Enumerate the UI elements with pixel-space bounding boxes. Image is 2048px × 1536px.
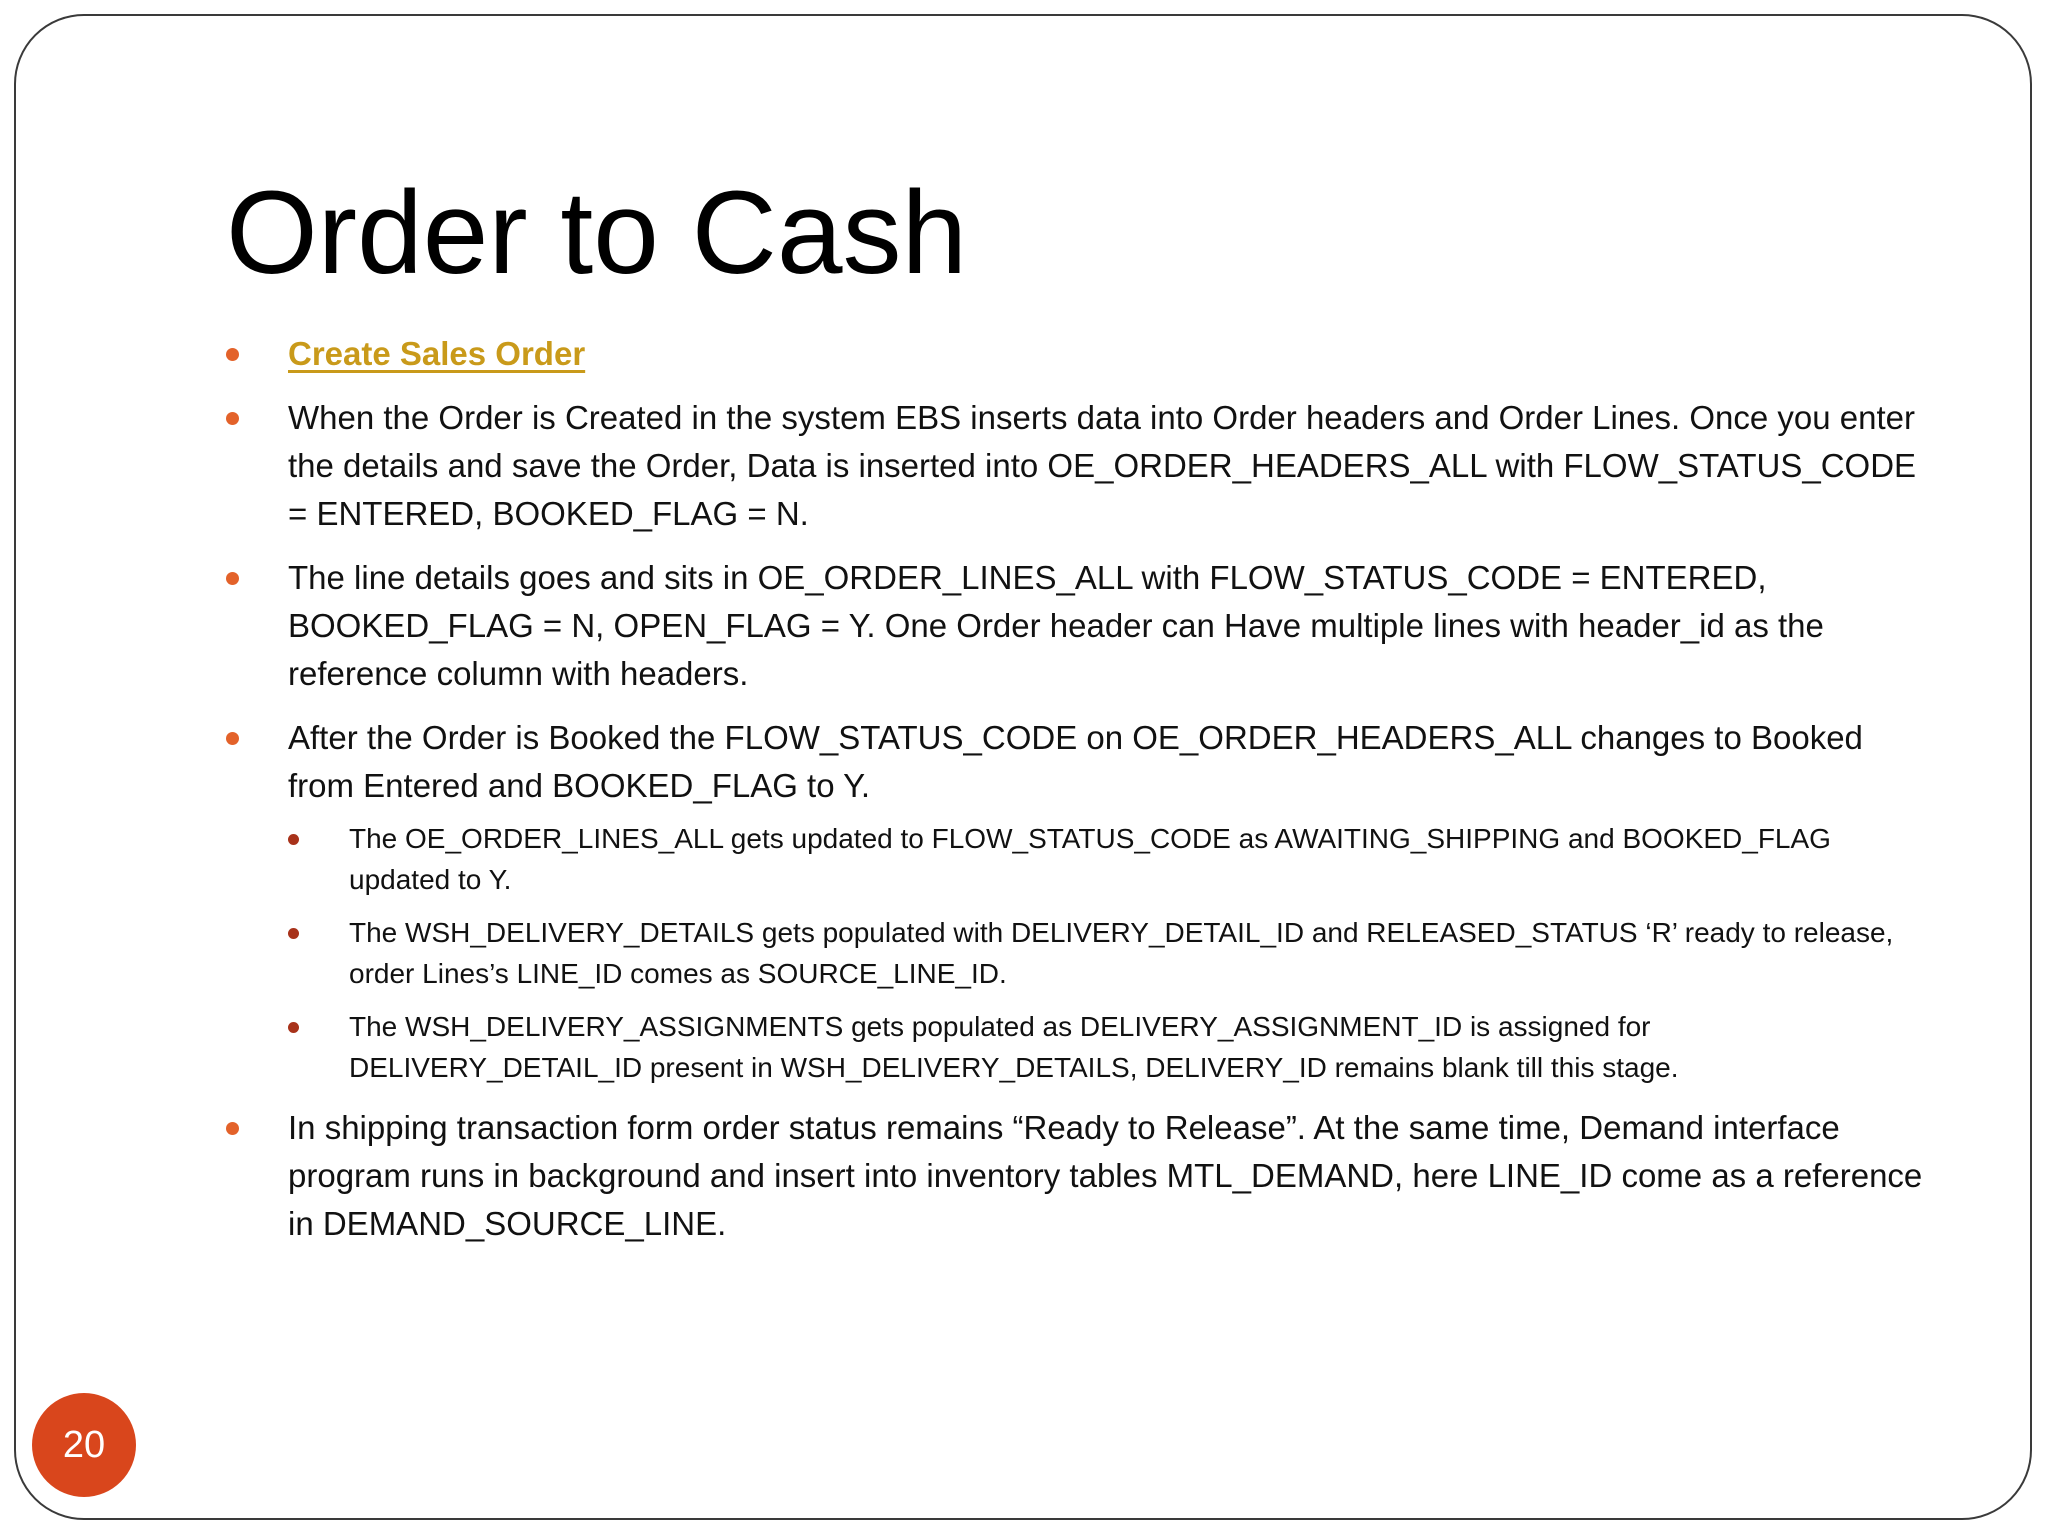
sub-bullet-dot-icon [288, 834, 299, 845]
slide-title: Order to Cash [226, 167, 968, 299]
sub-bullet-dot-icon [288, 928, 299, 939]
bullet-order-booked [226, 714, 1936, 1088]
bullet-order-created [226, 394, 1936, 538]
bullet-dot-icon [226, 572, 239, 585]
sub-bullet-list [288, 818, 1936, 1088]
sub-bullet-text: The WSH_DELIVERY_DETAILS gets populated with DELIVERY_DETAIL_ID and RELEASED_STATUS ‘R’ ready to release, order Lines’s LINE_ID comes as SOURCE_LINE_ID. [349, 917, 1894, 989]
sub-bullet-text: The WSH_DELIVERY_ASSIGNMENTS gets populated as DELIVERY_ASSIGNMENT_ID is assigned for DELIVERY_DETAIL_ID present in WSH_DELIVERY_DETAILS, DELIVERY_ID remains blank till this stage. [349, 1011, 1679, 1083]
bullet-dot-icon [226, 348, 239, 361]
bullet-create-sales-order [226, 330, 1936, 378]
bullet-shipping-transaction [226, 1104, 1936, 1248]
create-sales-order-link[interactable]: Create Sales Order [288, 335, 586, 372]
bullet-line-details [226, 554, 1936, 698]
sub-bullet-text: The OE_ORDER_LINES_ALL gets updated to FLOW_STATUS_CODE as AWAITING_SHIPPING and BOOKED_FLAG updated to Y. [349, 823, 1831, 895]
bullet-text: When the Order is Created in the system EBS inserts data into Order headers and Order Lines. Once you enter the details and save the Order, Data is inserted into OE_ORDER_HEADERS_ALL with FLOW_STATUS_CODE = ENTERED, BOOKED_FLAG = N. [288, 399, 1917, 532]
bullet-list [226, 330, 1936, 1248]
sub-bullet-dot-icon [288, 1022, 299, 1033]
bullet-dot-icon [226, 412, 239, 425]
slide-content [226, 330, 1936, 1264]
bullet-dot-icon [226, 732, 239, 745]
bullet-text: After the Order is Booked the FLOW_STATUS_CODE on OE_ORDER_HEADERS_ALL changes to Booked from Entered and BOOKED_FLAG to Y. [288, 719, 1863, 804]
bullet-dot-icon [226, 1122, 239, 1135]
bullet-text: The line details goes and sits in OE_ORDER_LINES_ALL with FLOW_STATUS_CODE = ENTERED, BOOKED_FLAG = N, OPEN_FLAG = Y. One Order header can Have multiple lines with header_id as the reference column with headers. [288, 559, 1824, 692]
bullet-text: In shipping transaction form order status remains “Ready to Release”. At the same time, Demand interface program runs in background and insert into inventory tables MTL_DEMAND, here LINE_ID come as a reference in DEMAND_SOURCE_LINE. [288, 1109, 1923, 1242]
page-number-badge: 20 [32, 1393, 136, 1497]
sub-bullet-lines-updated [288, 818, 1936, 900]
sub-bullet-delivery-assignments [288, 1006, 1936, 1088]
sub-bullet-delivery-details [288, 912, 1936, 994]
